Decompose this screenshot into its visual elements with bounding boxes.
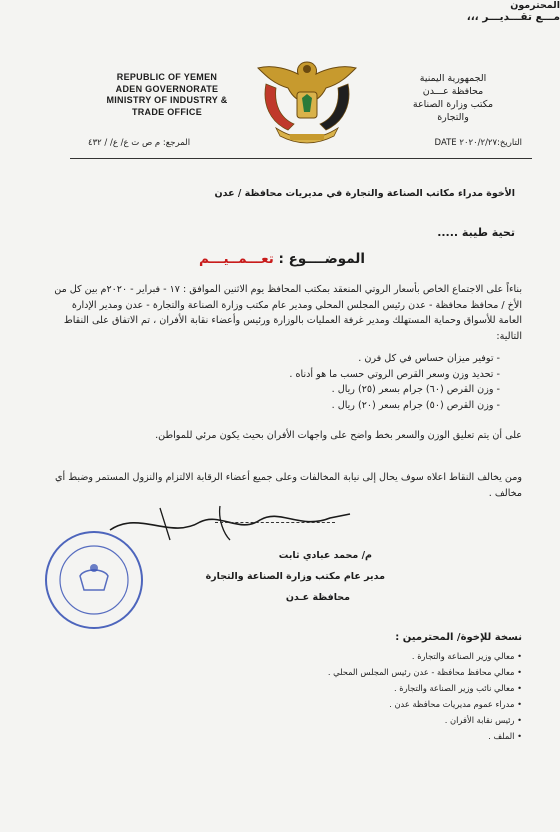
letterhead-line: الجمهورية اليمنية <box>419 73 487 84</box>
signature-line <box>215 522 335 523</box>
list-item: • معالي نائب وزير الصناعة والتجارة . <box>312 680 522 696</box>
greeting: تحية طيبة ..... <box>437 226 515 239</box>
letterhead-line: محافظة عـــدن <box>422 86 484 97</box>
addressee: الأخوة مدراء مكاتب الصناعة والتجارة في مديريات محافظة / عدن <box>214 188 515 199</box>
honorific: المحترمون <box>510 0 560 11</box>
signer-name: م/ محمد عبادي ثابت <box>278 550 372 561</box>
list-item: • رئيس نقابة الأفران . <box>312 712 522 728</box>
agreement-points-list <box>60 351 500 413</box>
signer-title: مدير عام مكتب وزارة الصناعة والتجارة <box>205 571 385 582</box>
reference-number: المرجع: م ص ت ع/ ع/ / ٤٣٢ <box>88 138 191 148</box>
list-item: • مدراء عموم مديريات محافظة عدن . <box>312 696 522 712</box>
letterhead-line: REPUBLIC OF YEMEN <box>116 72 218 82</box>
list-item: - وزن القرص (٦٠) جرام بسعر (٢٥) ريال . <box>60 382 500 398</box>
list-item: - توفير ميزان حساس في كل فرن . <box>60 351 500 367</box>
list-item: • معالي وزير الصناعة والتجارة . <box>312 648 522 664</box>
official-stamp-icon <box>42 528 147 633</box>
closing-remark: مـــع تقـــديـــر ،،، <box>466 11 560 23</box>
letterhead-line: MINISTRY OF INDUSTRY & <box>106 95 228 105</box>
body-paragraph-2: على أن يتم تعليق الوزن والسعر بخط واضح على واجهات الأفران بحيث يكون مرئي للمواطن. <box>155 430 522 441</box>
copy-to-list <box>312 648 522 744</box>
copy-to-heading: نسخة للإخوة/ المحترمين : <box>395 632 522 643</box>
letter-date: التاريخ:٢٠٢٠/٢/٢٧ DATE <box>434 138 522 148</box>
header-divider <box>70 158 532 159</box>
body-paragraph-1: بناءاً على الاجتماع الخاص بأسعار الروتي المنعقد بمكتب المحافظ يوم الاثنين الموافق : ١٧ - فبراير - ٢٠٢٠م بين كل من الأخ / محافظ محافظة - عدن رئيس المجلس المحلي ومدير عام مكتب وزارة الصناعة والتجارة - عدن ومدير الإدارة العامة للأسواق وحماية المستهلك ومدير غرفة العمليات بالوزارة ورئيس وأعضاء نقابة الأفران ، تم الاتفاق على النقاط التالية: <box>54 284 522 342</box>
letterhead-line: والتجارة <box>437 112 469 123</box>
letterhead-line: ADEN GOVERNORATE <box>115 83 219 94</box>
list-item: • الملف . <box>312 728 522 744</box>
list-item: - وزن القرص (٥٠) جرام بسعر (٢٠) ريال . <box>60 398 500 414</box>
arabic-letterhead <box>378 72 528 124</box>
subject-line <box>199 251 365 267</box>
list-item: - تحديد وزن وسعر القرص الروتي حسب ما هو أدناه . <box>60 367 500 383</box>
list-item: • معالي محافظ محافظة - عدن رئيس المجلس المحلي . <box>312 664 522 680</box>
subject-label: الموضــــوع : <box>278 251 365 267</box>
signer-location: محافظة عـدن <box>285 592 350 603</box>
letterhead-line: مكتب وزارة الصناعة <box>412 99 494 110</box>
letterhead-line: TRADE OFFICE <box>131 106 203 117</box>
body-paragraph-3: ومن يخالف النقاط اعلاه سوف يحال إلى نيابة المخالفات وعلى جميع أعضاء الرقابة الالتزام والنزول المستمر وضبط أي مخالف . <box>54 472 522 499</box>
english-letterhead <box>92 72 242 118</box>
yemen-emblem-icon <box>252 58 362 144</box>
subject-value: تعـــمــيـــم <box>199 251 274 267</box>
